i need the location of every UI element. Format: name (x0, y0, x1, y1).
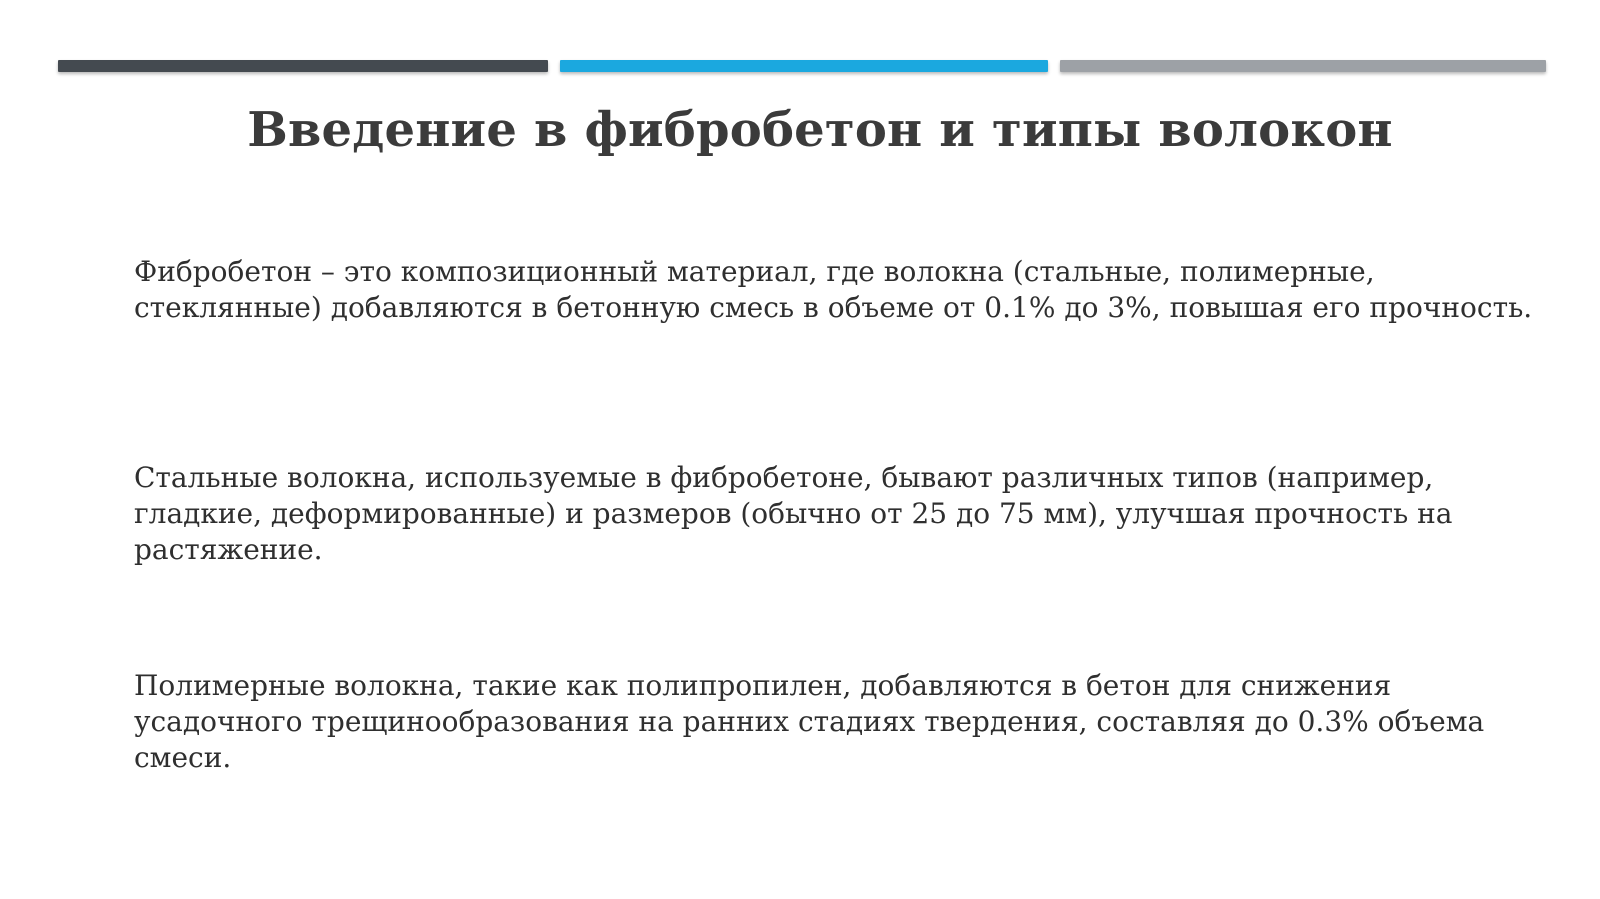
top-bar-dark (58, 60, 548, 72)
top-bar-gray (1060, 60, 1546, 72)
decorative-top-bars (58, 60, 1546, 74)
slide-title: Введение в фибробетон и типы волокон (247, 102, 1393, 158)
paragraph-fiber-concrete-definition: Фибробетон – это композиционный материал, где волокна (стальные, полимерные, стеклянные) добавляются в бетонную смесь в объеме от 0.1% до 3%, повышая его прочность. (134, 255, 1533, 324)
paragraph-polymer-fibers: Полимерные волокна, такие как полипропилен, добавляются в бетон для снижения усадочного трещинообразования на ранних стадиях твердения, составляя до 0.3% объема смеси. (134, 669, 1485, 774)
paragraph-steel-fibers: Стальные волокна, используемые в фибробетоне, бывают различных типов (например, гладкие, деформированные) и размеров (обычно от 25 до 75 мм), улучшая прочность на растяжение. (134, 461, 1453, 566)
top-bar-blue (560, 60, 1048, 72)
